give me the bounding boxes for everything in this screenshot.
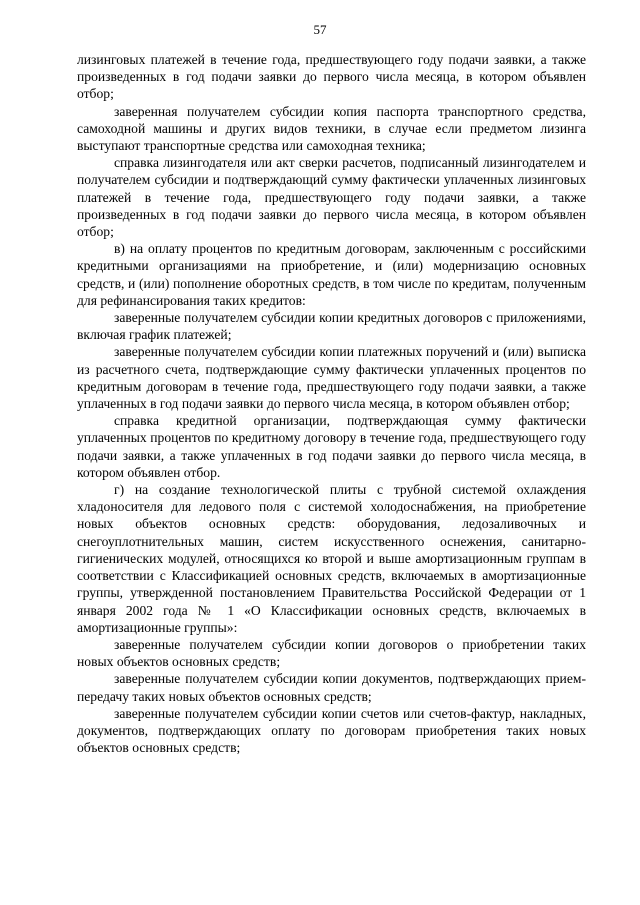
paragraph: заверенная получателем субсидии копия паспорта транспортного средства, самоходной машины и других видов техники, в случае если предметом лизинга выступают транспортные средства или самоходная техника; xyxy=(77,103,586,154)
paragraph: заверенные получателем субсидии копии кредитных договоров с приложениями, включая график платежей; xyxy=(77,310,586,343)
paragraph: справка лизингодателя или акт сверки расчетов, подписанный лизингодателем и получателем субсидии и подтверждающий сумму фактически уплаченных лизинговых платежей в течение года, предшествующего году подачи заявки, а также произведенных в год подачи заявки до первого числа месяца, в котором объявлен отбор; xyxy=(77,155,586,240)
paragraph: лизинговых платежей в течение года, предшествующего году подачи заявки, а также произведенных в год подачи заявки до первого числа месяца, в котором объявлен отбор; xyxy=(77,52,586,102)
paragraph: заверенные получателем субсидии копии счетов или счетов-фактур, накладных, документов, подтверждающих оплату по договорам приобретения таких новых объектов основных средств; xyxy=(77,705,586,756)
paragraph: заверенные получателем субсидии копии платежных поручений и (или) выписка из расчетного счета, подтверждающие сумму фактически уплаченных процентов по кредитным договорам в течение года, предшествующего году подачи заявки, а также уплаченных в год подачи заявки до первого числа месяца, в котором объявлен отбор; xyxy=(77,344,586,412)
document-body xyxy=(77,51,586,756)
paragraph: в) на оплату процентов по кредитным договорам, заключенным с российскими кредитными организациями на приобретение, и (или) модернизацию основных средств, и (или) пополнение оборотных средств, в том числе по кредитам, полученным для рефинансирования таких кредитов: xyxy=(77,241,586,308)
page-number: 57 xyxy=(313,22,327,37)
paragraph: г) на создание технологической плиты с трубной системой охлаждения хладоносителя для ледового поля с системой холодоснабжения, на приобретение новых объектов основных средств: оборудования, ледозаливочных и снегоуплотнительных машин, систем искусственного оснежения, санитарно-гигиенических модулей, относящихся ко второй и выше амортизационным группам в соответствии с Классификацией основных средств, включаемых в амортизационные группы, утвержденной постановлением Правительства Российской Федерации от 1 января 2002 года № 1 «О Классификации основных средств, включаемых в амортизационные группы»: xyxy=(77,482,586,635)
paragraph: справка кредитной организации, подтверждающая сумму фактически уплаченных процентов по кредитному договору в течение года, предшествующего году подачи заявки, а также уплаченных в год подачи заявки до первого числа месяца, в котором объявлен отбор. xyxy=(77,413,586,480)
paragraph: заверенные получателем субсидии копии документов, подтверждающих прием-передачу таких новых объектов основных средств; xyxy=(77,671,586,704)
paragraph: заверенные получателем субсидии копии договоров о приобретении таких новых объектов основных средств; xyxy=(77,636,586,670)
